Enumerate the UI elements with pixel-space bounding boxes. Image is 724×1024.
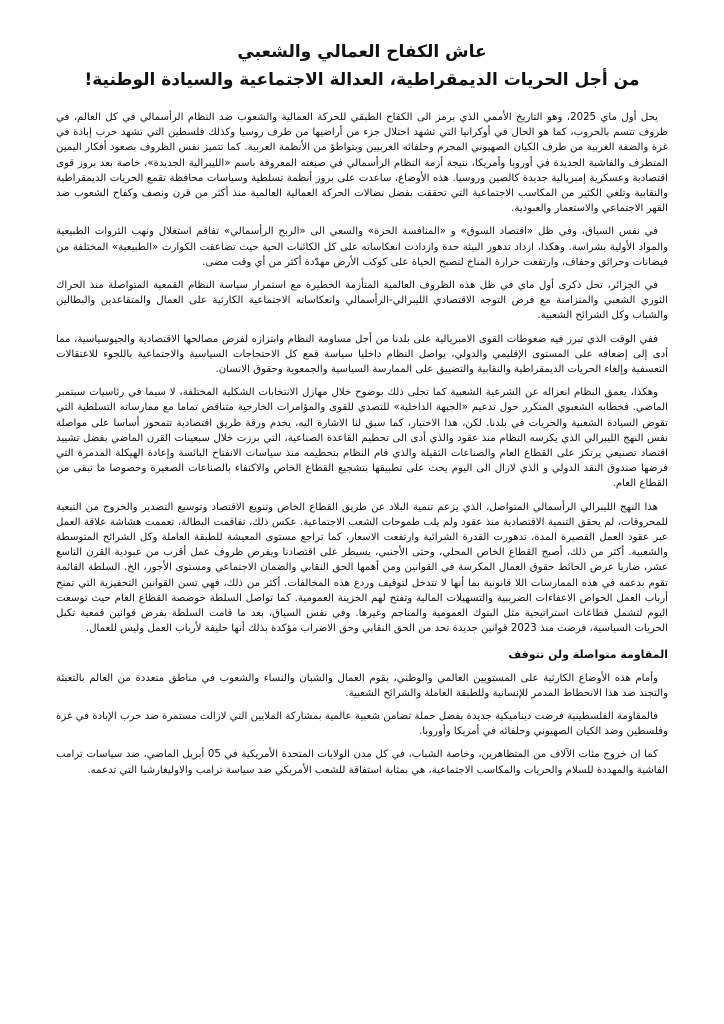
document-subtitle: من أجل الحريات الديمقراطية، العدالة الاجتماعية والسيادة الوطنية! [84, 70, 640, 90]
paragraph-environment: في نفس السياق، وفي ظل «اقتصاد السوق» و «المنافسة الحرة» والسعي الى «الربح الرأسمالي» تفاقم استغلال ونهب الثروات الطبيعية والمواد الأولية بشراسة. وهكذا، ازداد تدهور البيئة حدة وازدادت انعكاساته على كل الكائنات الحية حيث تضاعفت الكوارث «الطبيعية» المختلفة من فيضانات وحرائق وجفاف، وارتفعت حرارة المناخ لتصبح الحياة على كوكب الأرض مهدّدة أكثر من أي وقت مضى. [56, 226, 668, 268]
paragraph-palestine-solidarity: فالمقاومة الفلسطينية فرضت ديناميكية جديدة بفضل حملة تضامن شعبية عالمية بمشاركة الملايين التي لازالت مستمرة ضد حرب الإبادة في غزة وفلسطين وضد الكيان الصهيوني وحلفائه في أمريكا وأوروبا. [56, 710, 668, 738]
paragraph-intro: يحل أول ماي 2025، وهو التاريخ الأممي الذي يرمز الى الكفاح الطبقي للحركة العمالية والشعوب ضد النظام الرأسمالي في كل العالم، في ظروف تتسم بالحروب، كما هو الحال في أوكرانيا التي تشهد احتلال جزء من أراضيها من طرف روسيا وكذلك فلسطين التي تشهد حرب إبادة في غزة والضفة الغربية من طرف الكيان الصهيوني المجرم وحلفائه الغربيين وبتواطؤ من الأنظمة العربية. كما تتميز نفس الظروف بصعود أفكار اليمين المتطرف والفاشية الجديدة في أوروبا وأمريكا، نتيجة أزمة النظام الرأسمالي في صيغته المعروفة باسم «الليبرالية الجديدة»، خاصة بعد بروز قوى اقتصادية وعسكرية إمبريالية جديدة كالصين وروسيا. هذه الأوضاع، ساعدت على بروز أنظمة تسلطية وسياسات محافظة تقمع الحريات الديمقراطية والنقابية وتلغي الكثير من المكاسب الاجتماعية التي تحققت بفضل نضالات الحركة العمالية العالمية منذ أكثر من قرن ونصف وكفاح الشعوب ضد القهر الاجتماعي والاستعمار والعبودية. [56, 112, 668, 215]
section-heading-resistance: المقاومة متواصلة ولن تتوقف [508, 647, 668, 661]
paragraph-regime-isolation: وهكذا، يعمق النظام انعزاله عن الشرعية الشعبية كما تجلى ذلك بوضوح خلال مهازل الانتخابات الشكلية المختلفة، لا سيما في رئاسيات سبتمبر الماضي. فخطابه الشعبوي المتكرر حول تدعيم «الجبهة الداخلية» للتصدي للقوى والمؤامرات الخارجية متناقض تماما مع ممارساته التسلطية التي تقوض السيادة الشعبية والحريات في بلدنا. لكن، هذا الاختيار، كما سبق لنا الاشارة اليه، يخدم ورقة طريق اقتصادية تتمحور أساسا على مواصلة نفس النهج الليبرالي الذي يكرسه النظام منذ عقود والذي أدى الى تحطيم القاعدة الصناعية، التي برزت خلال سبعينات القرن الماضي بفضل تشييد اقتصاد تصنيعي يرتكز على القطاع العام والصناعات الثقيلة والذي قام النظام بتحطيمه منذ سياسات الانفتاح البائسة وإعادة الهيكلة المدمرة التي فرضها صندوق النقد الدولي و الذي لازال الى اليوم يحث على تطبيقها بتشجيع القطاع الخاص والاكتفاء بالصناعات الصغيرة وخصوصا ما تبقى من القطاع العام. [56, 387, 668, 490]
paragraph-liberal-policy: هذا النهج الليبرالي الرأسمالي المتواصل، الذي يزعم تنمية البلاد عن طريق القطاع الخاص وتنويع الاقتصاد وتوسيع التصدير والخروج من التبعية للمحروقات، لم يحقق التنمية الاقتصادية منذ عقود ولم يلب طموحات الشعب الاجتماعية. عكس ذلك، تفاقمت البطالة، تعممت هشاشة علاقة العمل عبر عقود العمل القصيرة المدة، تدهورت القدرة الشرائية وارتفعت الاسعار، كما تراجع مستوى المعيشة للطبقة العاملة وكل الشرائح المتوسطة والشعبية. أكثر من ذلك، أصبح القطاع الخاص المحلي، وحتى الأجنبي، يسيطر على اقتصادنا ويفرض ظروف عمل أقرب من عبودية القرن التاسع عشر، ضاربا عرض الحائط حقوق العمال المكرسة في القوانين ومن أهمها الحق النقابي والضمان الاجتماعي ومستوى الأجور، الخ. السلطة القائمة تقوم بدعمه في هذه الممارسات اللا قانونية بما أنها لا تتدخل لتوقيف وردع هذه المخالفات. أكثر من ذلك، فهي تسن القوانين التحفيزية التي تمنح أرباب العمل الخواص الاعفاءات الضريبية والتسهيلات المالية وتفتح لهم الخزينة العمومية. كما تواصل السلطة خوصصة القطاع العام حيث توسعت اليوم لتشمل قطاعات استراتيجية مثل البنوك العمومية والمناجم وغيرها. وفي نفس السياق، بعد ما قامت السلطة بفرض قوانين قمعية تكبل الحريات السياسية، فرضت منذ 2023 قوانين جديدة تحد من الحق النقابي وحق الاضراب مؤكدة بذلك أنها حليفة لأرباب العمل وليس للعمال. [56, 501, 668, 635]
paragraph-algeria: في الجزائر، تحل ذكرى أول ماي في ظل هذه الظروف العالمية المتأزمة الخطيرة مع استمرار سياسة النظام القمعية المتواصلة منذ الحراك الثوري الشعبي والمتزامنة مع فرض التوجه الاقتصادي الليبرالي-الرأسمالي وانعكاساته الاجتماعية الكارثية على العمال والمتقاعدين والبطالين والشباب وكل الشرائح الشعبية. [56, 280, 668, 322]
paragraph-mobilization: وأمام هذه الأوضاع الكارثية على المستويين العالمي والوطني، يقوم العمال والشبان والنساء والشعوب في مناطق متعددة من العالم بالتعبئة والتجند ضد هذا الانحطاط المدمر للإنسانية وللطبقة العاملة والشرائح الشعبية. [56, 672, 668, 699]
paragraph-us-protests: كما ان خروج مئات الآلاف من المتظاهرين، وخاصة الشباب، في كل مدن الولايات المتحدة الأمريكية في 05 أبريل الماضي، ضد سياسات ترامب الفاشية والمهددة للسلام والحريات والمكاسب الاجتماعية، هي بمثابة استفاقة للشعب الأمريكي ضد سياسة ترامب والاوليغارشيا التي تدعمه. [56, 749, 668, 776]
document-title: عاش الكفاح العمالي والشعبي [237, 42, 487, 62]
paragraph-imperialist-pressure: ففي الوقت الذي تبرز فيه ضغوطات القوى الامبريالية على بلدنا من أجل مساومة النظام وابتزازه لفرض مصالحها الاقتصادية والجيوسياسية، مما أدى إلى إضعافه على المستوى الإقليمي والدولي، يواصل النظام داخليا سياسة قمع كل الاحتجاجات السياسية والاجتماعية باللجوء للاعتقالات التعسفية وإلغاء الحريات الديمقراطية والنقابية والتضييق على الممارسة السياسية والجمعوية وحقوق الانسان. [56, 333, 668, 376]
